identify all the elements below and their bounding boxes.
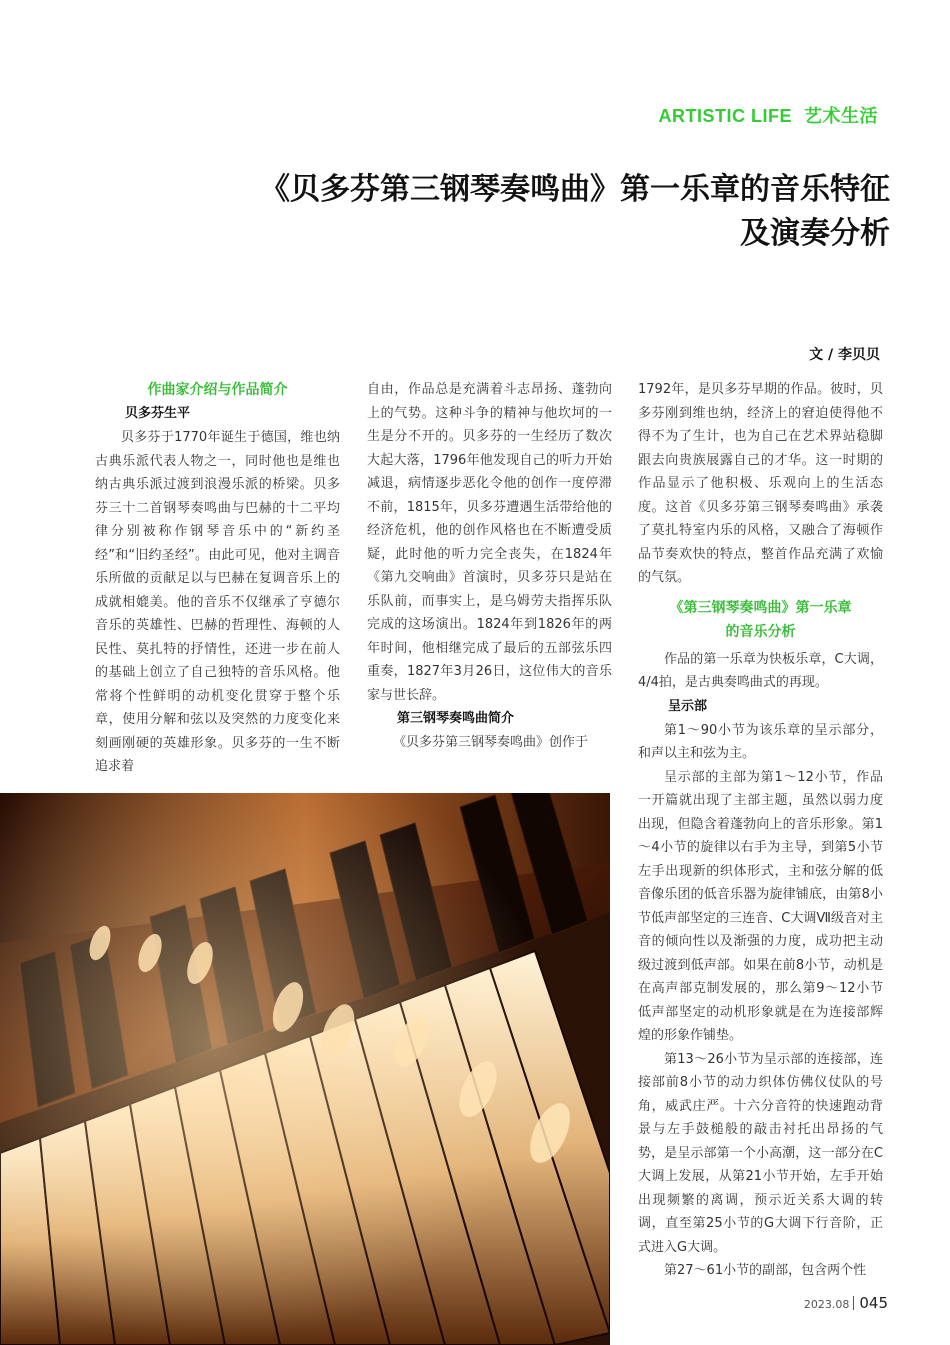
- paragraph: 贝多芬于1770年诞生于德国，维也纳古典乐派代表人物之一，同时他也是维也纳古典乐派过渡到浪漫乐派的桥梁。贝多芬三十二首钢琴奏鸣曲与巴赫的十二平均律分别被称作钢琴音乐中的“新约圣经”和“旧约圣经”。由此可见，他对主调音乐所做的贡献足以与巴赫在复调音乐上的成就相媲美。他的音乐不仅继承了亨德尔音乐的英雄性、巴赫的哲理性、海顿的人民性、莫扎特的抒情性，还进一步在前人的基础上创立了自己独特的音乐风格。他常将个性鲜明的动机变化贯穿于整个乐章，使用分解和弦以及突然的力度变化来刻画刚硬的英雄形象。贝多芬的一生不断追求着: [95, 430, 340, 774]
- section-tag-en: ARTISTIC LIFE: [658, 106, 792, 126]
- author-byline: 文 / 李贝贝: [809, 347, 880, 363]
- paragraph: 第27～61小节的副部，包含两个性: [664, 1263, 867, 1278]
- article-title-line2: 及演奏分析: [740, 216, 890, 251]
- section-heading-analysis-line2: 的音乐分析: [725, 623, 796, 640]
- piano-keys-illustration: [0, 793, 610, 1345]
- section-tag-cn: 艺术生活: [804, 106, 878, 126]
- page-number: 045: [859, 1294, 888, 1312]
- paragraph: 第13～26小节为呈示部的连接部，连接部前8小节的动力织体仿佛仪仗队的号角，威武庄严。十六分音符的快速跑动背景与左手鼓槌般的敲击衬托出昂扬的气势，是呈示部第一个小高潮，这一部分在C大调上发展，从第21小节开始，左手开始出现频繁的离调，预示近关系大调的转调，直至第25小节的G大调下行音阶，正式进入G大调。: [638, 1051, 883, 1255]
- section-heading-composer: 作曲家介绍与作品简介: [147, 382, 288, 398]
- piano-keys-photo: [0, 793, 610, 1345]
- paragraph: 《贝多芬第三钢琴奏鸣曲》创作于: [393, 735, 589, 750]
- page-footer: [804, 1293, 888, 1312]
- section-tag: [659, 102, 879, 128]
- section-heading-analysis: [638, 596, 883, 644]
- subheading-sonata-intro: 第三钢琴奏鸣曲简介: [397, 711, 515, 726]
- text-column-3: [638, 378, 883, 1283]
- paragraph: 作品的第一乐章为快板乐章，C大调，4/4拍，是古典奏鸣曲式的再现。: [638, 651, 883, 690]
- text-column-1: [95, 378, 340, 779]
- paragraph: 1792年，是贝多芬早期的作品。彼时，贝多芬刚到维也纳，经济上的窘迫使得他不得不为了生计，也为自己在艺术界站稳脚跟去向贵族展露自己的才华。这一时期的作品显示了他积极、乐观向上的生活态度。这首《贝多芬第三钢琴奏鸣曲》承袭了莫扎特室内乐的风格，又融合了海顿作品节奏欢快的特点，整首作品充满了欢愉的气氛。: [638, 382, 883, 585]
- article-title-line1: 《贝多芬第三钢琴奏鸣曲》第一乐章的音乐特征: [260, 172, 890, 207]
- subheading-exposition: 呈示部: [668, 698, 708, 714]
- subheading-beethoven-life: 贝多芬生平: [125, 406, 191, 421]
- section-heading-analysis-line1: 《第三钢琴奏鸣曲》第一乐章: [669, 599, 852, 616]
- footer-divider: [853, 1296, 854, 1310]
- article-title: [130, 168, 890, 256]
- paragraph: 第1～90小节为该乐章的呈示部分，和声以主和弦为主。: [638, 722, 883, 761]
- paragraph: 呈示部的主部为第1～12小节，作品一开篇就出现了主部主题，虽然以弱力度出现，但隐含着蓬勃向上的音乐形象。第1～4小节的旋律以右手为主导，到第5小节左手出现新的织体形式，主和弦分解的低音像乐团的低音乐器为旋律铺底，由第8小节低声部坚定的三连音、C大调Ⅶ级音对主音的倾向性以及渐强的力度，成功把主动级过渡到低声部。如果在前8小节，动机是在高声部克制发展的，那么第9～12小节低声部坚定的动机形象就是在为连接部辉煌的形象作铺垫。: [638, 769, 883, 1043]
- paragraph: 自由，作品总是充满着斗志昂扬、蓬勃向上的气势。这种斗争的精神与他坎坷的一生是分不开的。贝多芬的一生经历了数次大起大落，1796年他发现自己的听力开始减退，病情逐步恶化令他的创作一度停滞不前，1815年，贝多芬遭遇生活带给他的经济危机，他的创作风格也在不断遭受质疑，此时他的听力完全丧失，在1824年《第九交响曲》首演时，贝多芬只是站在乐队前，而事实上，是乌姆劳夫指挥乐队完成的这场演出。1824年到1826年的两年时间，他相继完成了最后的五部弦乐四重奏，1827年3月26日，这位伟大的音乐家与世长辞。: [367, 382, 612, 703]
- issue-date: 2023.08: [803, 1298, 850, 1311]
- text-column-2: [367, 378, 612, 755]
